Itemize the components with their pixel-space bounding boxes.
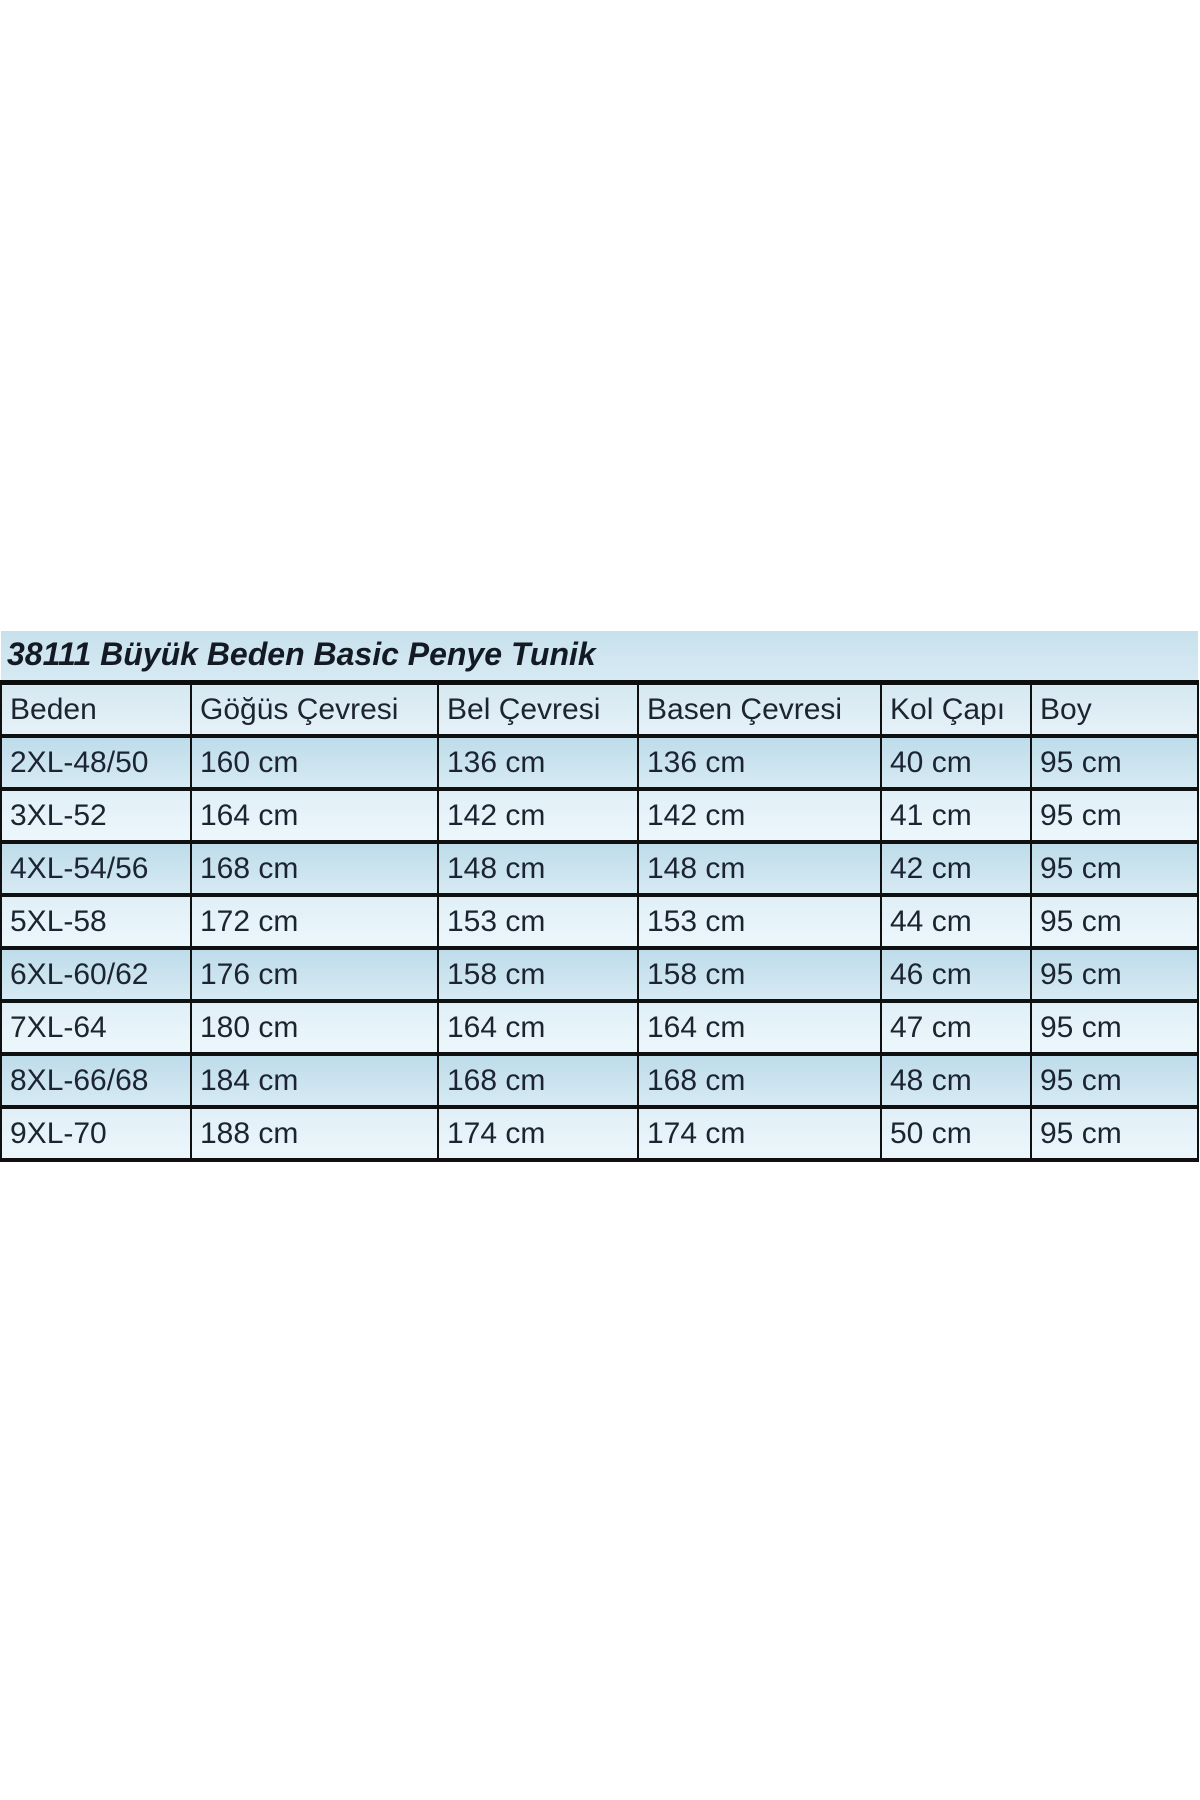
table-cell: 142 cm [438,789,638,842]
table-cell: 153 cm [638,895,881,948]
table-cell: 42 cm [881,842,1031,895]
table-cell: 136 cm [638,736,881,789]
table-cell-size: 7XL-64 [1,1001,191,1054]
column-header-basen-cevresi: Basen Çevresi [638,683,881,737]
table-row [1,948,1198,1001]
table-cell-size: 9XL-70 [1,1107,191,1160]
table-row [1,736,1198,789]
table-cell: 158 cm [638,948,881,1001]
table-cell: 136 cm [438,736,638,789]
table-cell-size: 8XL-66/68 [1,1054,191,1107]
table-cell: 148 cm [638,842,881,895]
table-cell: 176 cm [191,948,438,1001]
table-cell: 95 cm [1031,736,1198,789]
table-cell-size: 6XL-60/62 [1,948,191,1001]
column-header-kol-capi: Kol Çapı [881,683,1031,737]
table-row [1,1001,1198,1054]
table-row [1,789,1198,842]
table-cell: 95 cm [1031,1001,1198,1054]
size-table [0,631,1199,1162]
column-header-gogus-cevresi: Göğüs Çevresi [191,683,438,737]
table-cell: 41 cm [881,789,1031,842]
table-cell-size: 3XL-52 [1,789,191,842]
table-cell: 180 cm [191,1001,438,1054]
table-cell-size: 5XL-58 [1,895,191,948]
table-cell: 44 cm [881,895,1031,948]
table-cell: 48 cm [881,1054,1031,1107]
column-header-boy: Boy [1031,683,1198,737]
table-cell: 142 cm [638,789,881,842]
size-chart-title: 38111 Büyük Beden Basic Penye Tunik [1,631,1198,683]
table-cell: 160 cm [191,736,438,789]
table-cell: 95 cm [1031,789,1198,842]
table-cell: 168 cm [638,1054,881,1107]
table-cell: 95 cm [1031,1107,1198,1160]
table-cell: 184 cm [191,1054,438,1107]
column-header-bel-cevresi: Bel Çevresi [438,683,638,737]
table-cell: 164 cm [191,789,438,842]
table-cell: 168 cm [191,842,438,895]
table-row [1,1107,1198,1160]
title-row [1,631,1198,683]
table-row [1,842,1198,895]
table-cell-size: 2XL-48/50 [1,736,191,789]
table-cell: 188 cm [191,1107,438,1160]
table-cell-size: 4XL-54/56 [1,842,191,895]
table-cell: 158 cm [438,948,638,1001]
table-cell: 95 cm [1031,1054,1198,1107]
table-cell: 95 cm [1031,842,1198,895]
table-cell: 164 cm [638,1001,881,1054]
table-cell: 95 cm [1031,895,1198,948]
table-cell: 174 cm [638,1107,881,1160]
table-cell: 164 cm [438,1001,638,1054]
table-cell: 50 cm [881,1107,1031,1160]
table-row [1,895,1198,948]
table-cell: 40 cm [881,736,1031,789]
column-header-beden: Beden [1,683,191,737]
table-cell: 153 cm [438,895,638,948]
table-cell: 46 cm [881,948,1031,1001]
table-row [1,1054,1198,1107]
size-chart [0,631,1197,1162]
table-cell: 148 cm [438,842,638,895]
table-cell: 174 cm [438,1107,638,1160]
table-cell: 172 cm [191,895,438,948]
table-cell: 47 cm [881,1001,1031,1054]
table-cell: 95 cm [1031,948,1198,1001]
header-row [1,683,1198,737]
table-cell: 168 cm [438,1054,638,1107]
